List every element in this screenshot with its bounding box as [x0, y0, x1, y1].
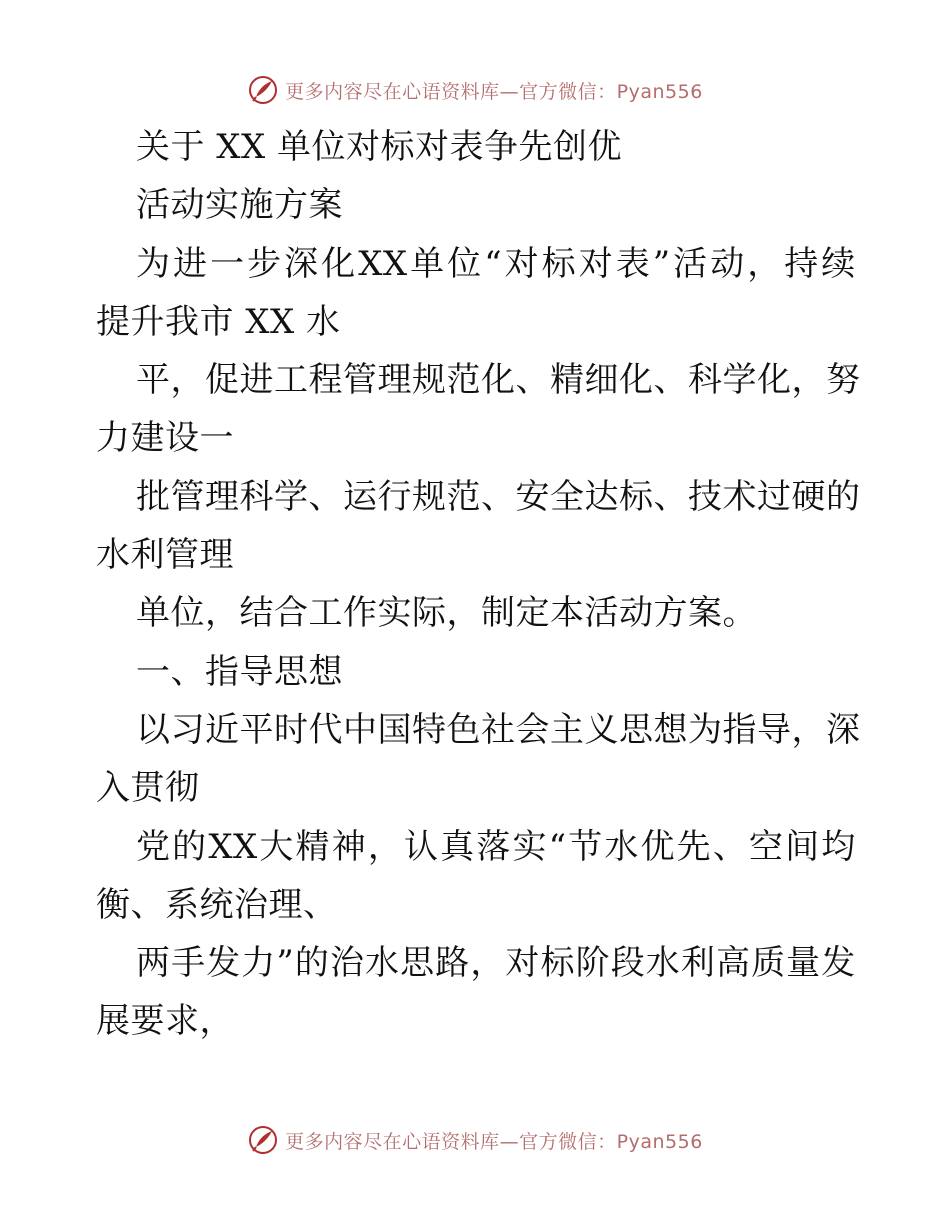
document-line: 单位，结合工作实际，制定本活动方案。 — [136, 593, 757, 634]
watermark-header — [0, 73, 950, 107]
document-line: 入贯彻 — [96, 768, 200, 809]
document-line: 活动实施方案 — [136, 185, 343, 226]
document-line: 平 ， 促 进 工 程 管 理 规 范 化 、 精 细 化 、 科 学 化 ， 努 — [136, 360, 861, 401]
document-line: 提升我市 XX 水 — [96, 301, 341, 342]
watermark-text: 更多内容尽在心语资料库—官方微信：Pyan556 — [285, 80, 703, 103]
quill-logo-icon — [247, 1124, 279, 1156]
document-line: 关于 XX 单位对标对表争先创优 — [136, 127, 623, 167]
watermark-footer — [0, 1123, 950, 1157]
quill-logo-icon — [247, 74, 279, 106]
document-line: 以 习 近 平 时 代 中 国 特 色 社 会 主 义 思 想 为 指 导 ， 深 — [136, 709, 861, 750]
document-line: 党 的 XX 大 精 神 ， 认 真 落 实 “ 节 水 优 先 、 空 间 均 — [136, 826, 856, 867]
document-line: 一、指导思想 — [136, 651, 343, 692]
document-line: 衡、系统治理、 — [96, 884, 338, 925]
document-line: 力建设一 — [96, 418, 234, 459]
watermark-text: 更多内容尽在心语资料库—官方微信：Pyan556 — [285, 1130, 703, 1153]
document-line: 展要求， — [96, 1001, 234, 1042]
document-line: 为 进 一 步 深 化 XX 单 位 “ 对 标 对 表 ” 活 动 ， 持 续 — [136, 243, 856, 284]
document-line: 水利管理 — [96, 535, 234, 576]
document-body — [96, 118, 861, 1051]
document-line: 批 管 理 科 学 、 运 行 规 范 、 安 全 达 标 、 技 术 过 硬 的 — [136, 476, 861, 517]
document-line: 两 手 发 力 ” 的 治 水 思 路 ， 对 标 阶 段 水 利 高 质 量 发 — [136, 943, 856, 984]
